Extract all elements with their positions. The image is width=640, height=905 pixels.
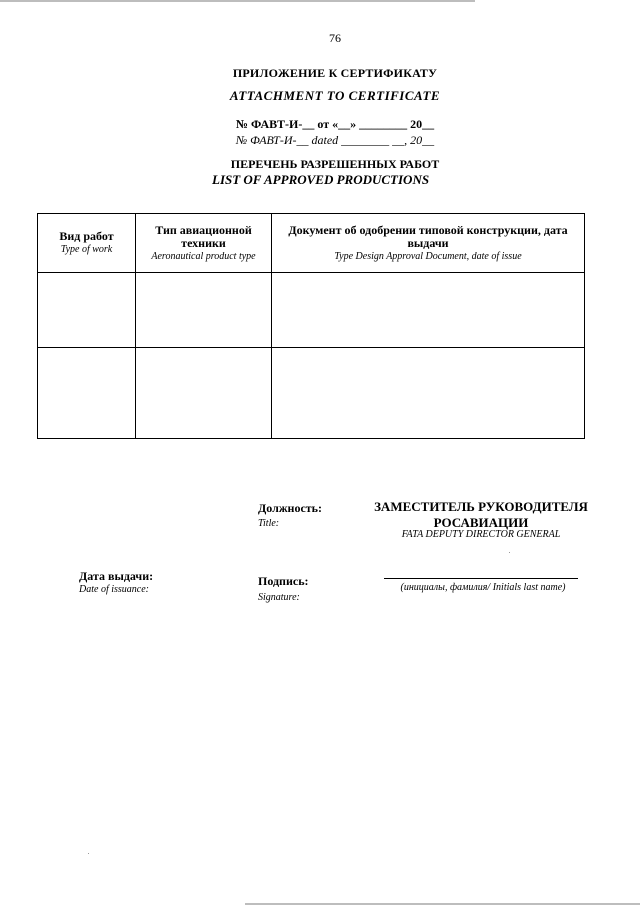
table-header-row xyxy=(38,214,585,273)
page-number: 76 xyxy=(329,31,341,45)
column-header-approval-document xyxy=(272,214,585,273)
attachment-title-ru: ПРИЛОЖЕНИЕ К СЕРТИФИКАТУ xyxy=(232,66,438,80)
approved-productions-table xyxy=(37,213,585,439)
position-value-ru: ЗАМЕСТИТЕЛЬ РУКОВОДИТЕЛЯ РОСАВИАЦИИ xyxy=(374,499,588,530)
list-title-ru: ПЕРЕЧЕНЬ РАЗРЕШЕННЫХ РАБОТ xyxy=(230,157,440,171)
column-header-ru: Вид работ xyxy=(59,229,114,244)
scan-speck xyxy=(509,552,510,553)
column-header-en: Aeronautical product type xyxy=(151,251,256,263)
signature-label-en: Signature: xyxy=(258,592,300,603)
table-cell xyxy=(136,347,272,438)
certificate-number-ru: № ФАВТ-И-__ от «__» ________ 20__ xyxy=(235,117,435,131)
column-header-type-of-work xyxy=(38,214,136,273)
signature-line xyxy=(384,578,578,579)
position-label-en: Title: xyxy=(258,518,280,529)
position-value-en: FATA DEPUTY DIRECTOR GENERAL xyxy=(401,529,561,540)
table-cell xyxy=(272,347,585,438)
certificate-number-en: № ФАВТ-И-__ dated ________ __, 20__ xyxy=(235,133,435,147)
table-cell xyxy=(272,273,585,347)
column-header-ru: Документ об одобрении типовой конструкции, дата выдачи xyxy=(288,222,568,251)
column-header-en: Type of work xyxy=(60,244,113,256)
table-cell xyxy=(136,273,272,347)
scan-speck xyxy=(88,853,89,854)
table-cell xyxy=(38,347,136,438)
attachment-title-en: ATTACHMENT TO CERTIFICATE xyxy=(229,88,441,103)
position-label-ru: Должность: xyxy=(258,501,323,515)
table-row xyxy=(38,347,585,438)
signature-caption: (инициалы, фамилия/ Initials last name) xyxy=(400,582,566,593)
issue-date-label-ru: Дата выдачи: xyxy=(79,569,154,583)
column-header-product-type xyxy=(136,214,272,273)
issue-date-label-en: Date of issuance: xyxy=(79,584,149,595)
column-header-en: Type Design Approval Document, date of issue xyxy=(334,251,522,263)
column-header-ru: Тип авиационной техники xyxy=(155,222,252,251)
table-row xyxy=(38,273,585,347)
table-cell xyxy=(38,273,136,347)
scan-edge-top xyxy=(0,0,475,2)
list-title-en: LIST OF APPROVED PRODUCTIONS xyxy=(212,172,430,187)
signature-label-ru: Подпись: xyxy=(258,574,309,588)
